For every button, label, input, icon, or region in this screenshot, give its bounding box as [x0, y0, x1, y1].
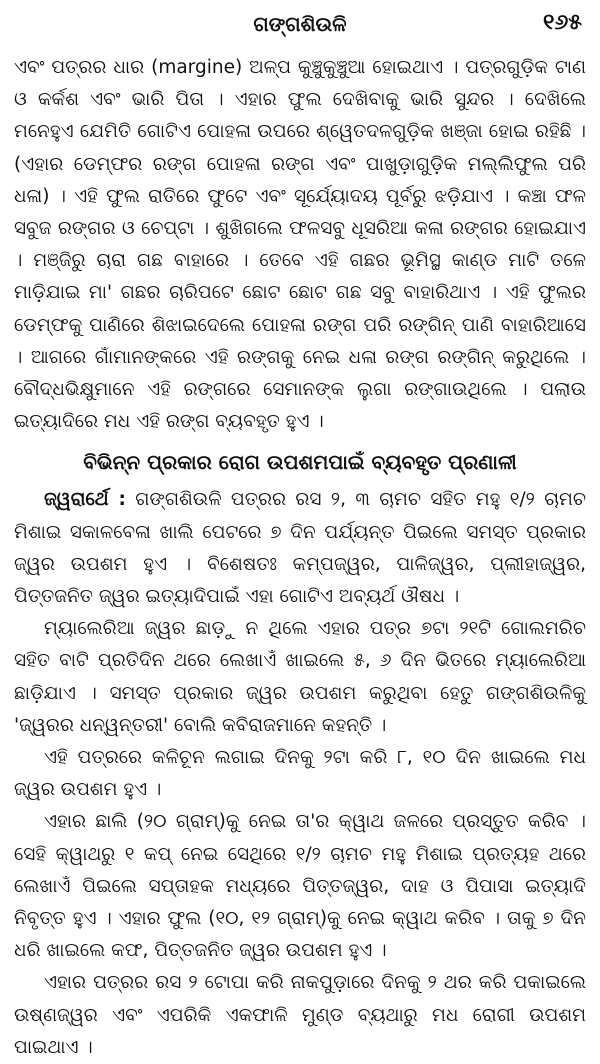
running-title: ଗଙ୍ଗଶିଉଳି: [253, 12, 347, 36]
paragraph-description: ଏବଂ ପତ୍ରର ଧାର (margine) ଅଳ୍ପ କୁଞ୍ଚୁକୁଞ୍ଚୁଆ ହୋଇଥାଏ । ପତ୍ରଗୁଡ଼ିକ ଟାଣ ଓ କର୍କଶ ଏବଂ ଭାରି ପିତା । ଏହାର ଫୁଲ ଦେଖିବାକୁ ଭାରି ସୁନ୍ଦର । ଦେଖିଲେ ମନେହୁଏ ଯେମିତି ଗୋଟିଏ ପୋହଳା ଉପରେ ଶ୍ୱେତଦଳଗୁଡ଼ିକ ଖଞ୍ଜା ହୋଇ ରହିଛି । (ଏହାର ଡେମ୍ଫର ରଙ୍ଗ ପୋହଳା ରଙ୍ଗ ଏବଂ ପାଖୁଡ଼ାଗୁଡ଼ିକ ମଲ୍ଲିଫୁଲ ପରି ଧଳା) । ଏହି ଫୁଲ ରାତିରେ ଫୁଟେ ଏବଂ ସୂର୍ଯ୍ୟୋଦୟ ପୂର୍ବରୁ ଝଡ଼ିଯାଏ । କଞ୍ଚା ଫଳ ସବୁଜ ରଙ୍ଗର ଓ ଚେପ୍ଟା । ଶୁଖିଗଲେ ଫଳସବୁ ଧୂସରିଆ କଳା ରଙ୍ଗର ହୋଇଯାଏ । ମଞ୍ଜିରୁ ଚାରା ଗଛ ବାହାରେ । ତେବେ ଏହି ଗଛର ଭୂମିସ୍ଥ କାଣ୍ଡ ମାଟି ତଳେ ମାଡ଼ିଯାଇ ମା' ଗଛର ଚାରିପଟେ ଛୋଟ ଛୋଟ ଗଛ ସବୁ ବାହାରିଥାଏ । ଏହି ଫୁଲର ଡେମ୍ଫକୁ ପାଣିରେ ଶିଝାଇଦେଲେ ପୋହଳା ରଙ୍ଗ ପରି ରଙ୍ଗିନ୍ ପାଣି ବାହାରିଆସେ । ଆଗରେ ଗାଁମାନଙ୍କରେ ଏହି ରଙ୍ଗକୁ ନେଇ ଧଳା ରଙ୍ଗ ରଙ୍ଗିନ୍ କରୁଥିଲେ । ବୌଦ୍ଧଭିକ୍ଷୁମାନେ ଏହି ରଙ୍ଗରେ ସେମାନଙ୍କ ଲୁଗା ରଙ୍ଗାଉଥିଲେ । ପଲାଉ ଇତ୍ୟାଦିରେ ମଧ ଏହି ରଙ୍ଗ ବ୍ୟବହୃତ ହୁଏ ।: [14, 57, 586, 433]
paragraph-bark-decoction: ଏହାର ଛାଲି (୨୦ ଗ୍ରାମ୍)କୁ ନେଇ ତା'ର କ୍ୱାଥ ଜଳରେ ପ୍ରସ୍ତୁତ କରିବ । ସେହି କ୍ୱାଥରୁ ୧ କପ୍ ନେଇ ସେଥିରେ ୧/୨ ଚାମଚ ମହୁ ମିଶାଇ ପ୍ରତ୍ୟହ ଥରେ ଲେଖାଏଁ ପିଇଲେ ସପ୍ତାହକ ମଧ୍ୟରେ ପିତ୍ତଜ୍ୱର, ଦାହ ଓ ପିପାସା ଇତ୍ୟାଦି ନିବୃତ୍ତ ହୁଏ । ଏହାର ଫୁଲ (୧୦, ୧୨ ଗ୍ରାମ୍)କୁ ନେଇ କ୍ୱାଥ କରିବ । ତାକୁ ୭ ଦିନ ଧରି ଖାଇଲେ କଫ, ପିତ୍ତଜନିତ ଜ୍ୱର ଉପଶମ ହୁଏ ।: [14, 811, 586, 962]
section-heading: ବିଭିନ୍ନ ପ୍ରକାର ରୋଗ ଉପଶମପାଇଁ ବ୍ୟବହୃତ ପ୍ରଣାଳୀ: [83, 450, 517, 475]
page-number: ୧୬୫: [542, 10, 582, 35]
paragraph-lime-leaf: ଏହି ପତ୍ରରେ କଳିଚୂନ ଲଗାଇ ଦିନକୁ ୨ଟା କରି ୮, ୧୦ ଦିନ ଖାଇଲେ ମଧ ଜ୍ୱର ଉପଶମ ହୁଏ ।: [14, 747, 586, 801]
paragraph-fever-remedy: [14, 484, 586, 613]
remedy-text: ଗଙ୍ଗଶିଉଳି ପତ୍ରର ରସ ୨, ୩ ଚାମଚ ସହିତ ମହୁ ୧/୨ ଚାମଚ ମିଶାଇ ସକାଳବେଳା ଖାଲି ପେଟରେ ୭ ଦିନ ପର୍ଯ୍ୟନ୍ତ ପିଇଲେ ସମସ୍ତ ପ୍ରକାର ଜ୍ୱର ଉପଶମ ହୁଏ । ବିଶେଷତଃ କମ୍ପଜ୍ୱର, ପାଳିଜ୍ୱର, ପ୍ଲୀହାଜ୍ୱର, ପିତ୍ତଜନିତ ଜ୍ୱର ଇତ୍ୟାଦିପାଇଁ ଏହା ଗୋଟିଏ ଅବ୍ୟର୍ଥ ଔଷଧ ।: [14, 489, 586, 608]
paragraph-nasal-drops: ଏହାର ପତ୍ରର ରସ ୨ ଟୋପା କରି ନାକପୁଡ଼ାରେ ଦିନକୁ ୨ ଥର କରି ପକାଇଲେ ଉଷ୍ଣଜ୍ୱର ଏବଂ ଏପରିକି ଏକଫାଳି ମୁଣ୍ଡ ବ୍ୟଥାରୁ ମଧ ରୋଗୀ ଉପଶମ ପାଇଥାଏ ।: [14, 972, 586, 1058]
remedy-term: ଜ୍ୱରାର୍ଥେ :: [44, 489, 126, 511]
running-head: [14, 4, 586, 52]
paragraph-malaria: ମ୍ୟାଲେରିଆ ଜ୍ୱର ଛାଡ଼ୁ ନ ଥିଲେ ଏହାର ପତ୍ର ୭ଟା ୨୧ଟି ଗୋଲମରିଚ ସହିତ ବାଟି ପ୍ରତିଦିନ ଥରେ ଲେଖାଏଁ ଖାଇଲେ ୫, ୬ ଦିନ ଭିତରେ ମ୍ୟାଲେରିଆ ଛାଡ଼ିଯାଏ । ସମସ୍ତ ପ୍ରକାର ଜ୍ୱର ଉପଶମ କରୁଥିବା ହେତୁ ଗଙ୍ଗଶିଉଳିକୁ 'ଜ୍ୱରର ଧନ୍ୱନ୍ତରୀ' ବୋଲି କବିରାଜମାନେ କହନ୍ତି ।: [14, 618, 586, 736]
